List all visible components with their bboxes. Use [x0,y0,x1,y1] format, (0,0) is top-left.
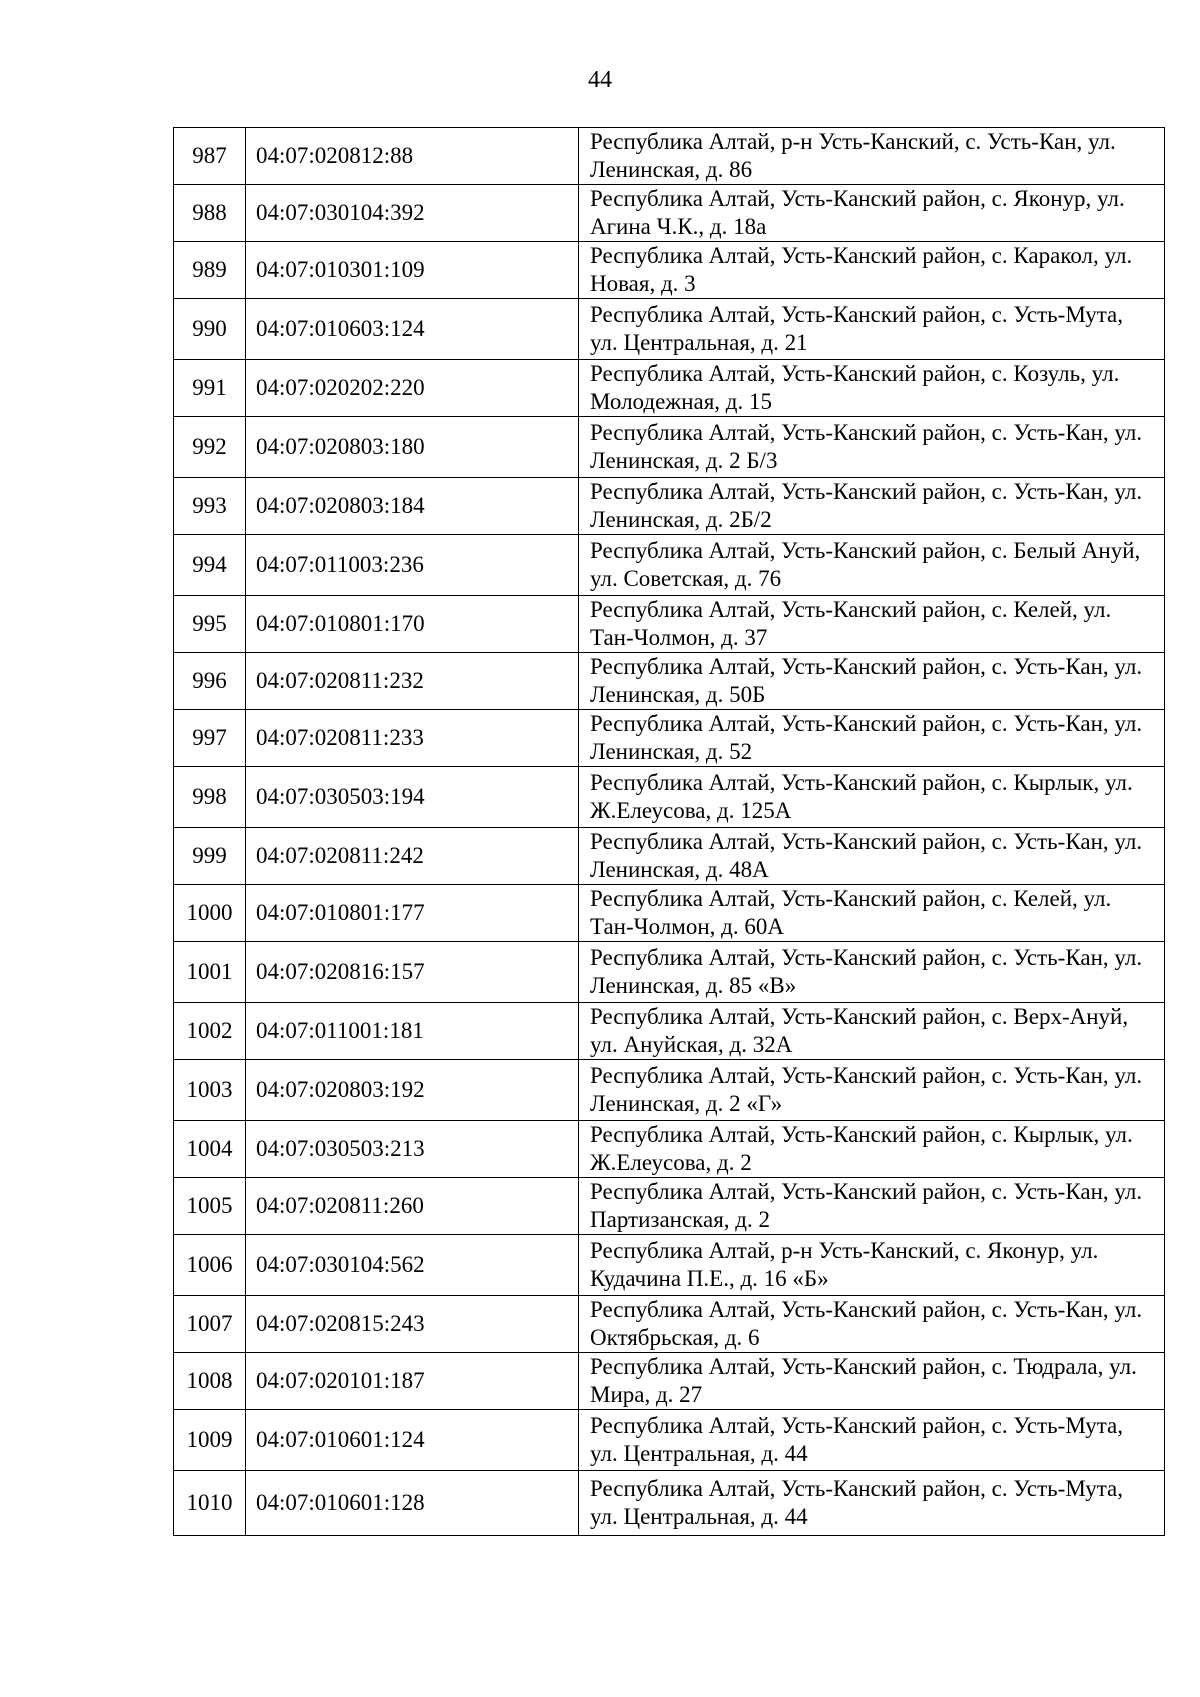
address: Республика Алтай, Усть-Канский район, с. Усть-Мута, ул. Центральная, д. 21 [579,299,1165,360]
cadastral-number: 04:07:010601:128 [246,1471,579,1536]
cadastral-number: 04:07:010801:170 [246,596,579,653]
row-number: 993 [174,478,246,535]
address: Республика Алтай, Усть-Канский район, с. Кырлык, ул. Ж.Елеусова, д. 2 [579,1121,1165,1178]
cadastral-number: 04:07:020811:232 [246,653,579,710]
table-row [174,1296,1165,1353]
table-row [174,767,1165,828]
address: Республика Алтай, Усть-Канский район, с. Келей, ул. Тан-Чолмон, д. 37 [579,596,1165,653]
cadastral-number: 04:07:030104:562 [246,1235,579,1296]
cadastral-number: 04:07:020816:157 [246,942,579,1003]
cadastral-number: 04:07:030503:213 [246,1121,579,1178]
row-number: 987 [174,128,246,185]
row-number: 1009 [174,1410,246,1471]
table-row [174,653,1165,710]
table-row [174,1410,1165,1471]
address: Республика Алтай, Усть-Канский район, с. Усть-Кан, ул. Партизанская, д. 2 [579,1178,1165,1235]
row-number: 997 [174,710,246,767]
table-row [174,596,1165,653]
table-row [174,360,1165,417]
cadastral-number: 04:07:020803:180 [246,417,579,478]
cadastral-number: 04:07:030503:194 [246,767,579,828]
cadastral-number: 04:07:030104:392 [246,185,579,242]
address: Республика Алтай, Усть-Канский район, с. Келей, ул. Тан-Чолмон, д. 60А [579,885,1165,942]
address: Республика Алтай, р-н Усть-Канский, с. Усть-Кан, ул. Ленинская, д. 86 [579,128,1165,185]
cadastral-number: 04:07:010801:177 [246,885,579,942]
row-number: 989 [174,242,246,299]
address: Республика Алтай, Усть-Канский район, с. Усть-Кан, ул. Ленинская, д. 52 [579,710,1165,767]
row-number: 994 [174,535,246,596]
row-number: 988 [174,185,246,242]
cadastral-number: 04:07:010603:124 [246,299,579,360]
row-number: 991 [174,360,246,417]
row-number: 1004 [174,1121,246,1178]
cadastral-number: 04:07:020811:242 [246,828,579,885]
row-number: 999 [174,828,246,885]
table-row [174,1353,1165,1410]
table-row [174,185,1165,242]
table-row [174,1003,1165,1060]
address: Республика Алтай, Усть-Канский район, с. Усть-Кан, ул. Октябрьская, д. 6 [579,1296,1165,1353]
table-row [174,1471,1165,1536]
cadastral-number: 04:07:010301:109 [246,242,579,299]
address: Республика Алтай, Усть-Канский район, с. Усть-Кан, ул. Ленинская, д. 2Б/2 [579,478,1165,535]
table-row [174,885,1165,942]
row-number: 998 [174,767,246,828]
address: Республика Алтай, Усть-Канский район, с. Каракол, ул. Новая, д. 3 [579,242,1165,299]
table-row [174,942,1165,1003]
row-number: 1005 [174,1178,246,1235]
table-row [174,1235,1165,1296]
address: Республика Алтай, Усть-Канский район, с. Усть-Кан, ул. Ленинская, д. 50Б [579,653,1165,710]
cadastral-number: 04:07:020803:192 [246,1060,579,1121]
cadastral-number: 04:07:020815:243 [246,1296,579,1353]
address: Республика Алтай, Усть-Канский район, с. Усть-Кан, ул. Ленинская, д. 2 Б/3 [579,417,1165,478]
property-table [173,127,1165,1536]
address: Республика Алтай, Усть-Канский район, с. Усть-Мута, ул. Центральная, д. 44 [579,1410,1165,1471]
address: Республика Алтай, Усть-Канский район, с. Кырлык, ул. Ж.Елеусова, д. 125А [579,767,1165,828]
cadastral-number: 04:07:011003:236 [246,535,579,596]
address: Республика Алтай, Усть-Канский район, с. Усть-Кан, ул. Ленинская, д. 48А [579,828,1165,885]
address: Республика Алтай, Усть-Канский район, с. Белый Ануй, ул. Советская, д. 76 [579,535,1165,596]
table-row [174,417,1165,478]
table-body [174,128,1165,1536]
row-number: 1000 [174,885,246,942]
cadastral-number: 04:07:020811:233 [246,710,579,767]
row-number: 1010 [174,1471,246,1536]
address: Республика Алтай, Усть-Канский район, с. Усть-Кан, ул. Ленинская, д. 2 «Г» [579,1060,1165,1121]
cadastral-number: 04:07:020812:88 [246,128,579,185]
address: Республика Алтай, Усть-Канский район, с. Яконур, ул. Агина Ч.К., д. 18а [579,185,1165,242]
cadastral-number: 04:07:020101:187 [246,1353,579,1410]
cadastral-number: 04:07:011001:181 [246,1003,579,1060]
page-number: 44 [588,67,612,93]
table-row [174,242,1165,299]
table-row [174,710,1165,767]
address: Республика Алтай, Усть-Канский район, с. Усть-Мута, ул. Центральная, д. 44 [579,1471,1165,1536]
table-row [174,1178,1165,1235]
address: Республика Алтай, Усть-Канский район, с. Усть-Кан, ул. Ленинская, д. 85 «В» [579,942,1165,1003]
table-row [174,828,1165,885]
table-row [174,1121,1165,1178]
row-number: 995 [174,596,246,653]
address: Республика Алтай, Усть-Канский район, с. Тюдрала, ул. Мира, д. 27 [579,1353,1165,1410]
table-row [174,128,1165,185]
row-number: 992 [174,417,246,478]
table-row [174,535,1165,596]
address: Республика Алтай, р-н Усть-Канский, с. Яконур, ул. Кудачина П.Е., д. 16 «Б» [579,1235,1165,1296]
cadastral-number: 04:07:020202:220 [246,360,579,417]
row-number: 1002 [174,1003,246,1060]
address: Республика Алтай, Усть-Канский район, с. Верх-Ануй, ул. Ануйская, д. 32А [579,1003,1165,1060]
row-number: 996 [174,653,246,710]
row-number: 1003 [174,1060,246,1121]
row-number: 1008 [174,1353,246,1410]
row-number: 1006 [174,1235,246,1296]
table-row [174,1060,1165,1121]
table-row [174,299,1165,360]
table-row [174,478,1165,535]
row-number: 1001 [174,942,246,1003]
cadastral-number: 04:07:010601:124 [246,1410,579,1471]
cadastral-number: 04:07:020811:260 [246,1178,579,1235]
cadastral-number: 04:07:020803:184 [246,478,579,535]
row-number: 1007 [174,1296,246,1353]
row-number: 990 [174,299,246,360]
address: Республика Алтай, Усть-Канский район, с. Козуль, ул. Молодежная, д. 15 [579,360,1165,417]
